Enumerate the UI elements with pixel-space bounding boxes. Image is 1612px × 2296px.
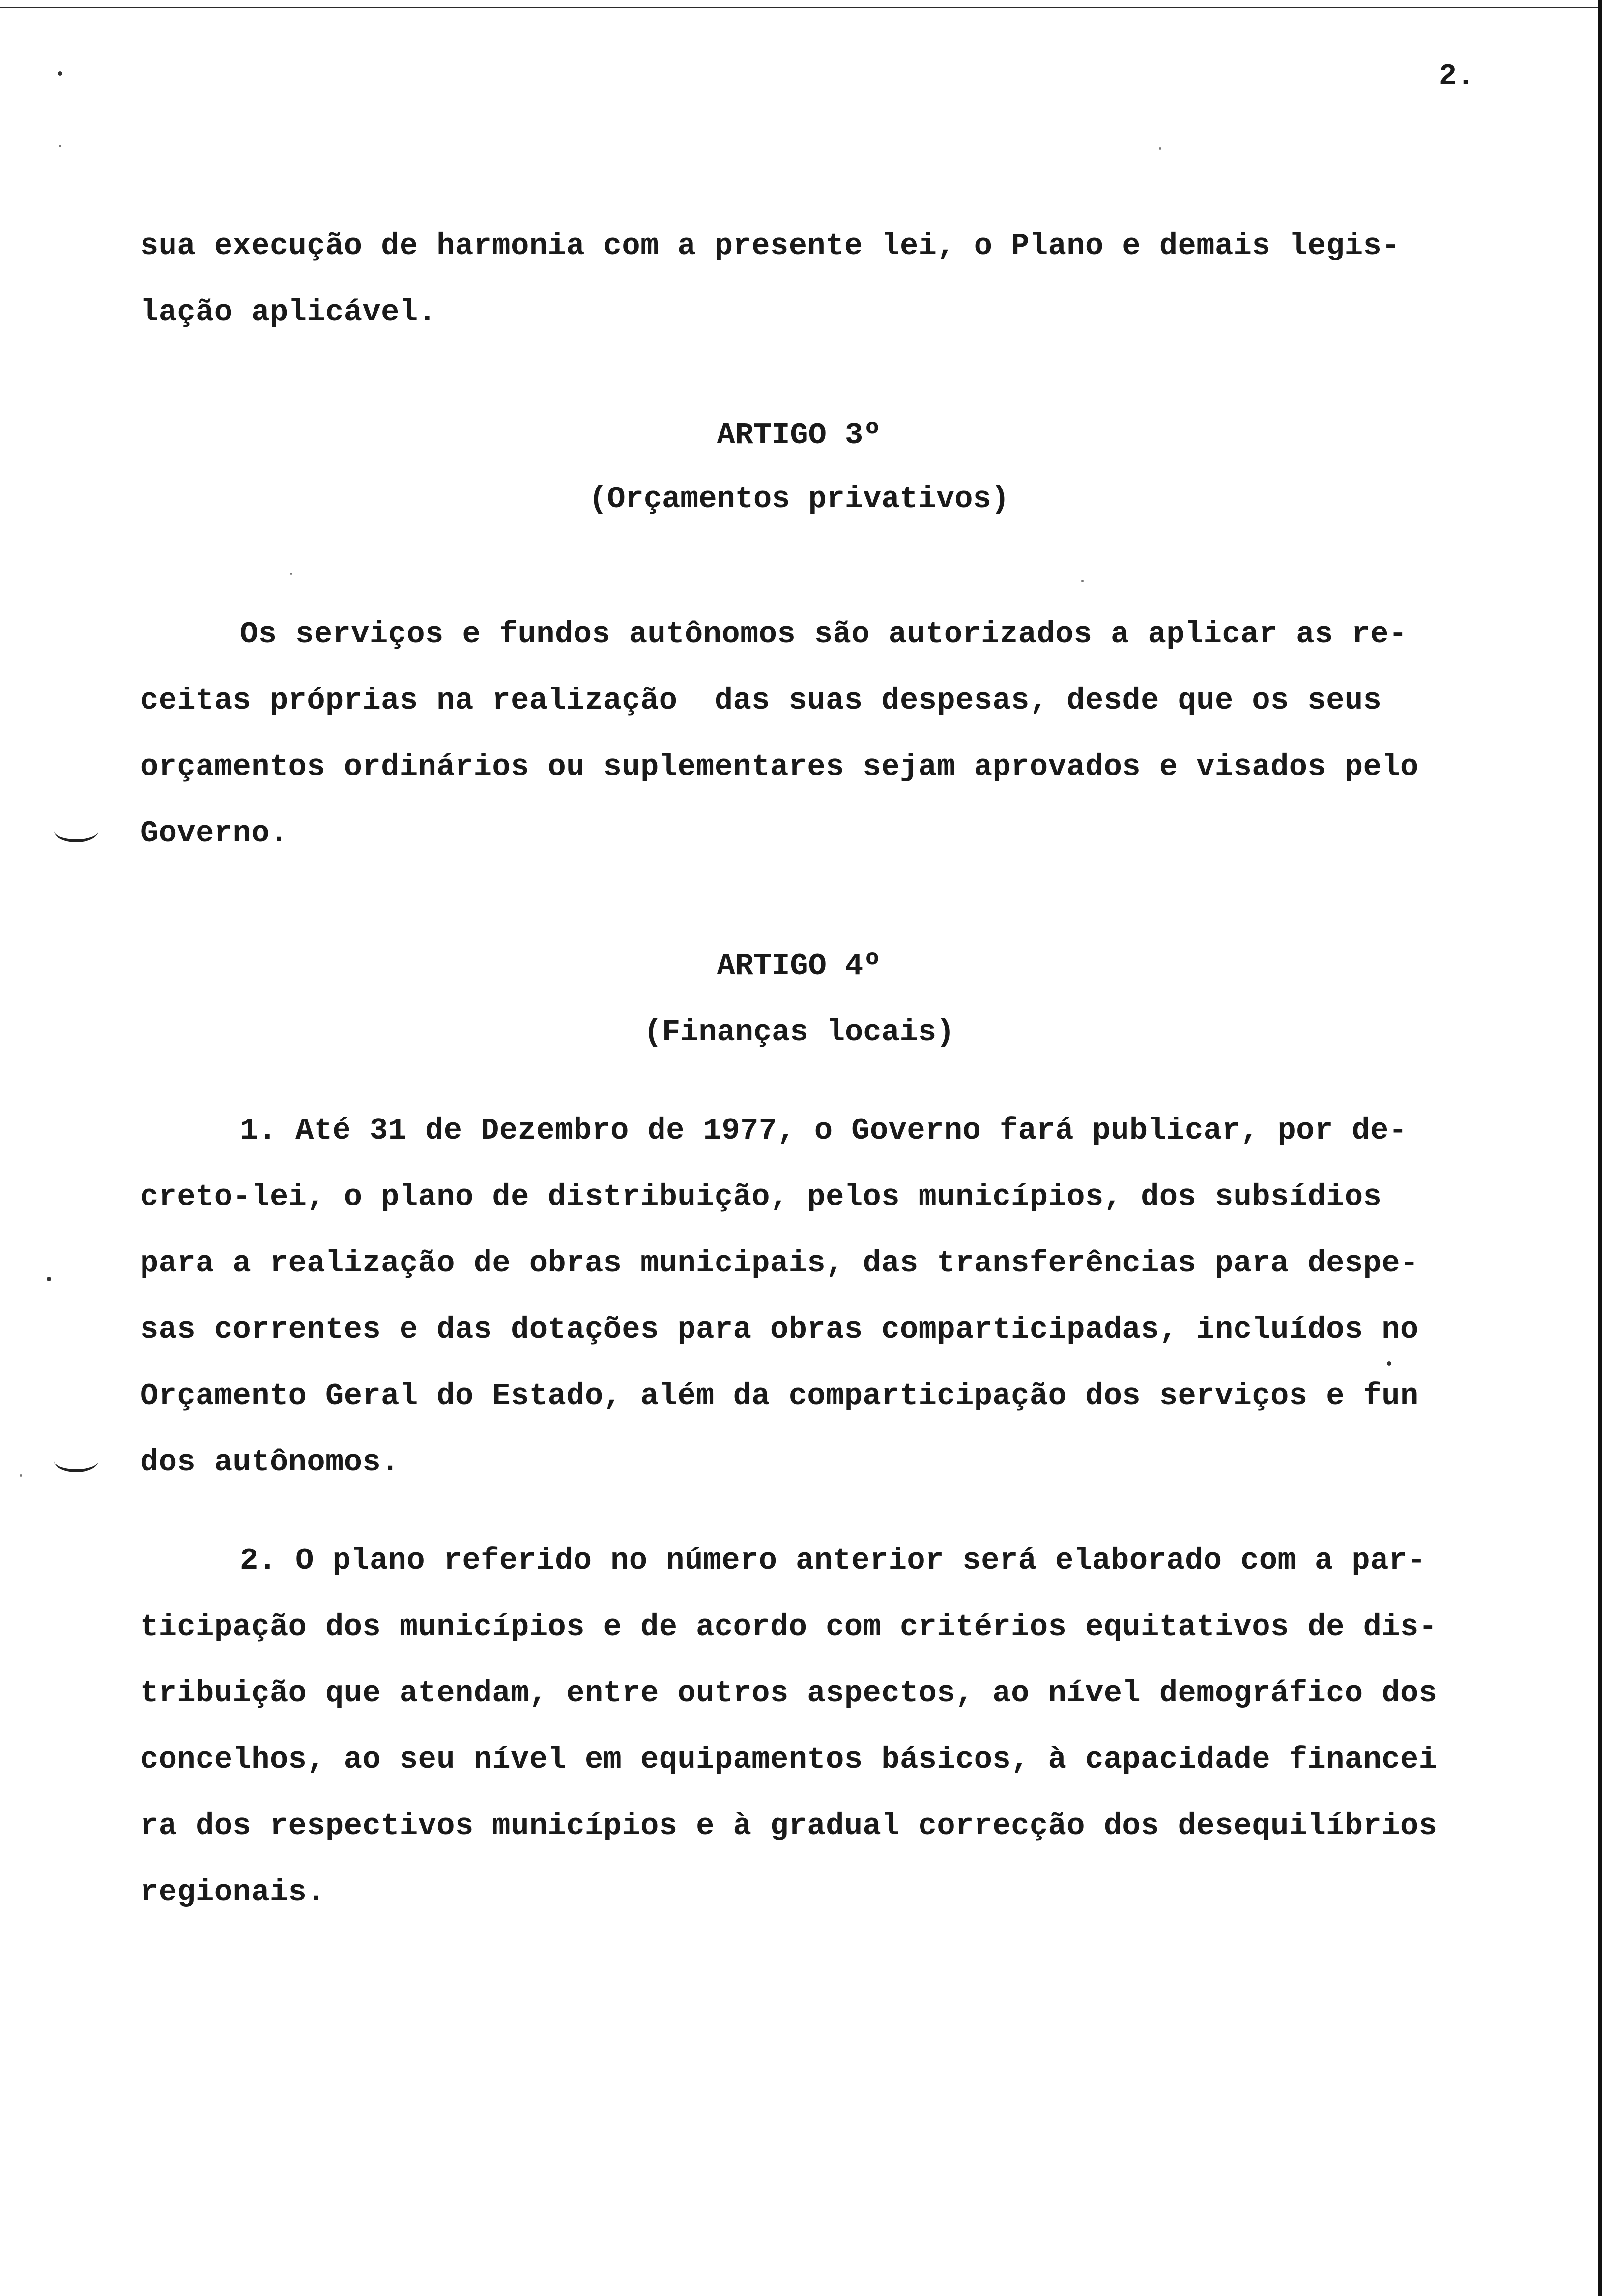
scan-speck <box>1387 1361 1391 1366</box>
page-number: 2. <box>1439 60 1475 93</box>
scan-speck <box>1159 147 1161 150</box>
article-3-heading: ARTIGO 3º <box>717 418 882 453</box>
right-border-line <box>1598 0 1602 2296</box>
text-line: regionais. <box>140 1875 326 1910</box>
text-line: ticipação dos municípios e de acordo com critérios equitativos de dis- <box>140 1609 1438 1644</box>
text-line: concelhos, ao seu nível em equipamentos básicos, à capacidade financei <box>140 1742 1438 1777</box>
text-line: Os serviços e fundos autônomos são autorizados a aplicar as re- <box>240 617 1408 652</box>
text-line: dos autônomos. <box>140 1445 400 1480</box>
text-line: ceitas próprias na realização das suas despesas, desde que os seus <box>140 683 1382 718</box>
scan-speck <box>47 1277 51 1281</box>
text-line: orçamentos ordinários ou suplementares sejam aprovados e visados pelo <box>140 749 1419 784</box>
scan-speck <box>1081 580 1084 582</box>
article-4-heading: ARTIGO 4º <box>717 948 882 983</box>
text-line: 1. Até 31 de Dezembro de 1977, o Governo fará publicar, por de- <box>240 1113 1408 1148</box>
text-line: sas correntes e das dotações para obras comparticipadas, incluídos no <box>140 1312 1419 1347</box>
text-line: para a realização de obras municipais, das transferências para despe- <box>140 1246 1419 1281</box>
scan-speck <box>58 71 62 76</box>
text-line: 2. O plano referido no número anterior será elaborado com a par- <box>240 1543 1426 1578</box>
scan-speck <box>59 145 61 147</box>
text-line: Governo. <box>140 816 288 851</box>
text-line: tribuição que atendam, entre outros aspectos, ao nível demográfico dos <box>140 1676 1438 1711</box>
text-line: sua execução de harmonia com a presente lei, o Plano e demais legis- <box>140 229 1401 263</box>
text-line: Orçamento Geral do Estado, além da comparticipação dos serviços e fun <box>140 1378 1419 1413</box>
margin-binding-mark <box>54 820 98 842</box>
article-3-subtitle: (Orçamentos privativos) <box>589 482 1009 517</box>
top-border-line <box>0 7 1598 8</box>
article-4-subtitle: (Finanças locais) <box>643 1015 955 1050</box>
text-line: ra dos respectivos municípios e à gradual correcção dos desequilíbrios <box>140 1808 1438 1843</box>
scan-speck <box>290 573 292 575</box>
margin-binding-mark <box>54 1450 98 1472</box>
scan-speck <box>20 1474 22 1477</box>
text-line: creto-lei, o plano de distribuição, pelos municípios, dos subsídios <box>140 1179 1382 1214</box>
text-line: lação aplicável. <box>140 295 437 330</box>
